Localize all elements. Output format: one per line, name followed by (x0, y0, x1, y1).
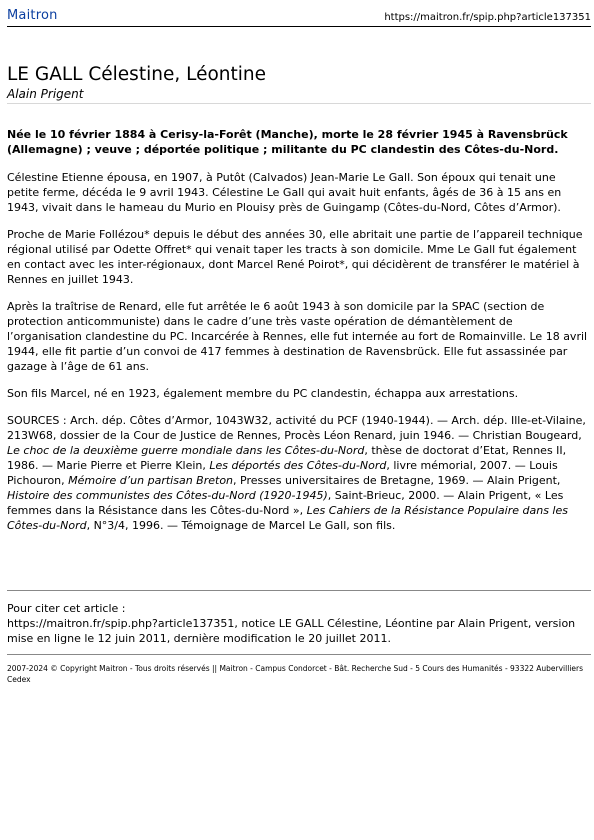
sources-title-2: Les déportés des Côtes-du-Nord (209, 459, 387, 472)
top-bar (7, 6, 591, 27)
sources-text-4: , Presses universitaires de Bretagne, 1969. — Alain Prigent, (233, 474, 561, 487)
sources-text-3: , livre mémorial, 2007. — Louis Pichouron, (7, 459, 558, 487)
page (7, 6, 591, 684)
sources-text-2: , thèse de doctorat d’Etat, Rennes II, 1986. — Marie Pierre et Pierre Klein, (7, 444, 567, 472)
sources-title-1: Le choc de la deuxième guerre mondiale dans les Côtes-du-Nord (7, 444, 365, 457)
article-body (7, 127, 591, 545)
sources-text-5: , Saint-Brieuc, 2000. — Alain Prigent, « Les femmes dans la Résistance dans les Côtes-du-Nord », (7, 489, 564, 517)
page-title: LE GALL Célestine, Léontine (7, 64, 266, 85)
sources-title-3: Mémoire d’un partisan Breton (68, 474, 234, 487)
citation-heading: Pour citer cet article : (7, 602, 126, 615)
footer-text: 2007-2024 © Copyright Maitron - Tous droits réservés || Maitron - Campus Condorcet - Bât. Recherche Sud - 5 Cours des Humanités - 93322 Aubervilliers Cedex (7, 664, 584, 684)
paragraph-3: Après la traîtrise de Renard, elle fut arrêtée le 6 août 1943 à son domicile par la SPAC (section de protection anticommuniste) dans le cadre d’une très vaste opération de démantèlement de l’organisation clandestine du PC. Incarcérée à Rennes, elle fut internée au fort de Romainville. Le 18 avril 1944, elle fit partie d’un convoi de 417 femmes à destination de Ravensbrück. Elle fut assassinée par gazage à l’âge de 61 ans. (7, 300, 588, 373)
sources (7, 413, 591, 533)
footer (7, 654, 591, 685)
sources-title-5: Les Cahiers de la Résistance Populaire dans les Côtes-du-Nord (7, 504, 568, 532)
paragraph-2: Proche de Marie Follézou* depuis le début des années 30, elle abritait une partie de l’appareil technique régional utilisé par Odette Offret* qui venait taper les tracts à son domicile. Mme Le Gall fut également en contact avec les inter-régionaux, dont Marcel René Poirot*, qui décidèrent de transférer le matériel à Rennes en juillet 1943. (7, 228, 583, 286)
sources-text-6: , N°3/4, 1996. — Témoignage de Marcel Le Gall, son fils. (86, 519, 396, 532)
paragraph-4: Son fils Marcel, né en 1923, également membre du PC clandestin, échappa aux arrestations. (7, 387, 519, 400)
citation-text: https://maitron.fr/spip.php?article137351, notice LE GALL Célestine, Léontine par Alain Prigent, version mise en ligne le 12 juin 2011, dernière modification le 20 juillet 2011. (7, 617, 576, 645)
site-name-link[interactable]: Maitron (7, 8, 58, 23)
title-block (7, 64, 591, 104)
article-lead: Née le 10 février 1884 à Cerisy-la-Forêt (Manche), morte le 28 février 1945 à Ravensbrück (Allemagne) ; veuve ; déportée politique ; militante du PC clandestin des Côtes-du-Nord. (7, 128, 568, 156)
author-name: Alain Prigent (7, 87, 84, 101)
sources-title-4: Histoire des communistes des Côtes-du-Nord (1920-1945) (7, 489, 328, 502)
page-url: https://maitron.fr/spip.php?article137351 (384, 12, 591, 23)
paragraph-1: Célestine Etienne épousa, en 1907, à Putôt (Calvados) Jean-Marie Le Gall. Son époux qui tenait une petite ferme, décéda le 9 avril 1943. Célestine Le Gall qui avait huit enfants, âgés de 36 à 15 ans en 1943, vivait dans le hameau du Murio en Plouisy près de Guingamp (Côtes-du-Nord, Côtes d’Armor). (7, 171, 562, 214)
citation-block (7, 590, 591, 646)
sources-text-1: SOURCES : Arch. dép. Côtes d’Armor, 1043W32, activité du PCF (1940-1944). — Arch. dép. Ille-et-Vilaine, 213W68, dossier de la Cour de Justice de Rennes, Procès Léon Renard, juin 1946. — Christian Bougeard, (7, 414, 586, 442)
